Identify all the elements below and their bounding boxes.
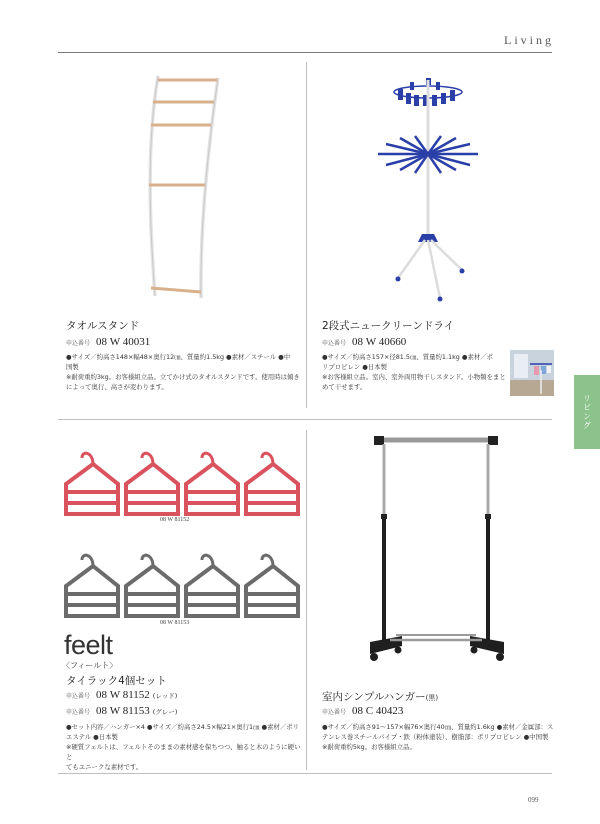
column-divider-bottom: [306, 430, 307, 770]
product-description: ●サイズ／約高さ157×径81.5㎝、質量約1.1kg ●素材／ポ リプロピレン ●日本製 ※お客様組立品。室内、室外両用物干しスタンド。小物類をまと めて干せます。: [322, 353, 506, 391]
red-hanger-set-image: [60, 440, 300, 526]
side-tab-living[interactable]: リビング: [574, 375, 600, 449]
order-code: 申込番号 08 W 40660: [322, 336, 407, 348]
product-description: ●サイズ／約高さ91～157×幅76×奥行40㎝、質量約1.6kg ●素材／金属部：ス テンレス巻スチールパイプ・鉄（粉体塗装）、樹脂部：ポリプロピレン ●中国製 ※耐荷重約5kg。お客様組立品。: [322, 723, 554, 751]
usage-photo: [510, 350, 554, 396]
product-name: 2段式ニュークリーンドライ: [322, 320, 455, 332]
brand-reading: 〈フィールト〉: [62, 661, 118, 670]
product-description: ●サイズ／約高さ148×幅48×奥行12㎝、質量約1.5kg ●素材／スチール ●中 国製 ※耐荷重約3kg。お客様組立品。立てかけ式のタオルスタンドです。使用時は傾き によって奥行、高さが変わります。: [66, 353, 300, 391]
order-code: 申込番号 08 W 81153 (グレー): [66, 705, 178, 717]
column-divider-top: [306, 62, 307, 408]
product-name: タイラック4個セット: [66, 675, 167, 687]
product-name: 室内シンプルハンガー(黒): [322, 691, 439, 703]
header-divider: [58, 52, 552, 53]
order-code: 申込番号 08 C 40423: [322, 705, 404, 717]
image-caption: 08 W 81152: [160, 517, 190, 523]
product-name: タオルスタンド: [66, 320, 140, 332]
brand-logo: feelt: [64, 630, 113, 660]
image-caption: 08 W 81153: [160, 620, 190, 626]
gray-hanger-set-image: [60, 542, 300, 628]
page-number: 099: [528, 796, 539, 804]
towel-stand-image: [130, 68, 230, 303]
product-description: ●セット内容／ハンガー×4 ●サイズ／約高さ24.5×幅21×奥行1㎝ ●素材／ポリ エステル ●日本製 ※硬質フェルトは、フェルトそのままの素材感を保ちつつ、触ると木のように硬いと てもユニークな素材です。: [66, 723, 301, 771]
section-title: Living: [504, 33, 554, 47]
order-code: 申込番号 08 W 81152 (レッド): [66, 689, 178, 701]
drying-stand-image: [370, 70, 490, 305]
order-code: 申込番号 08 W 40031: [66, 336, 151, 348]
hanger-rack-image: [362, 432, 512, 672]
row-divider: [58, 419, 552, 420]
bottom-divider: [58, 773, 552, 774]
